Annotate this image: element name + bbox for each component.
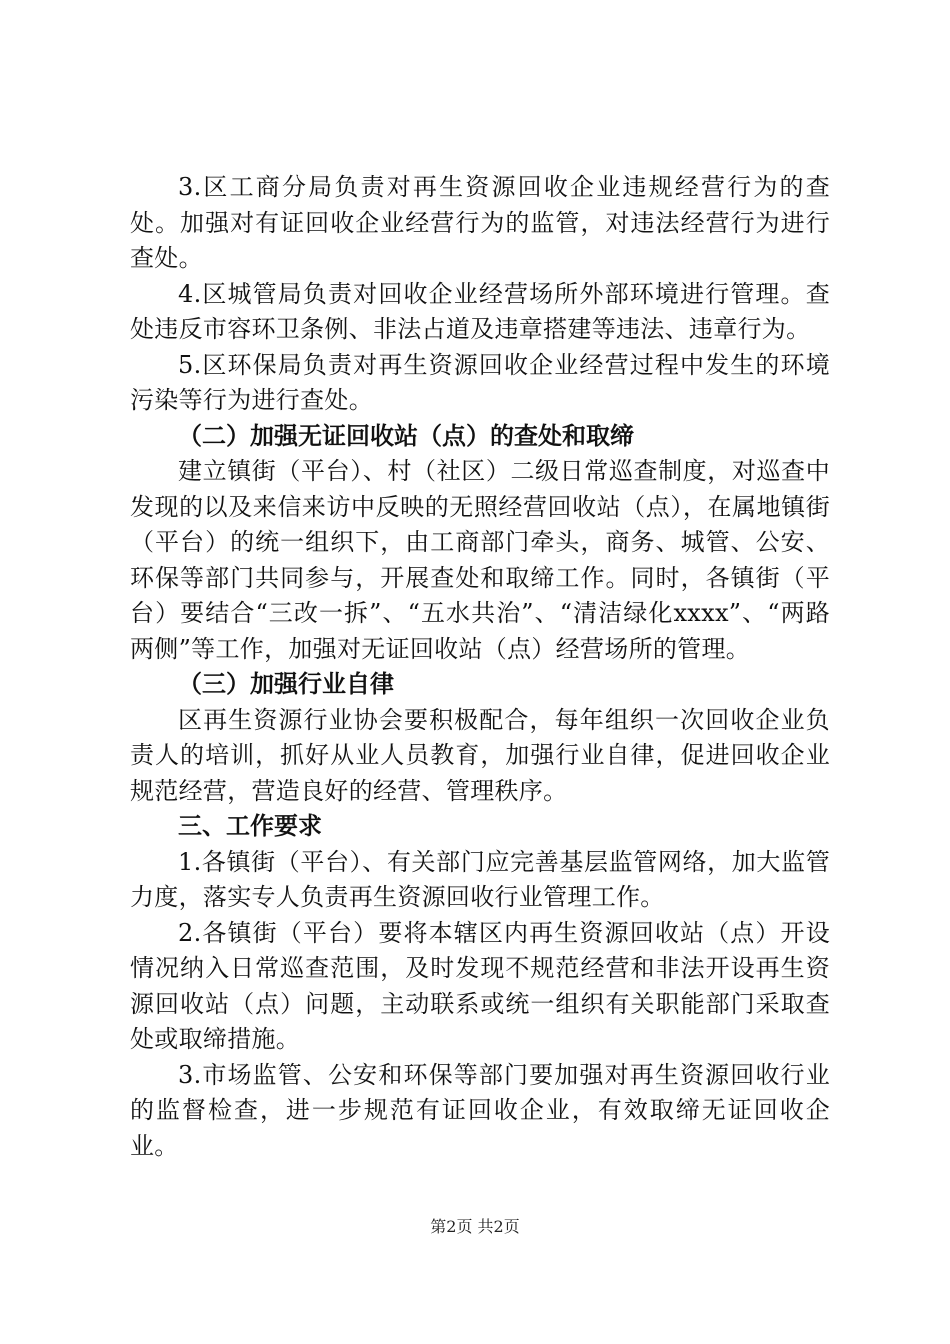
paragraph: 5.区环保局负责对再生资源回收企业经营过程中发生的环境污染等行为进行查处。 <box>130 350 830 414</box>
paragraph: 4.区城管局负责对回收企业经营场所外部环境进行管理。查处违反市容环卫条例、非法占道及违章搭建等违法、违章行为。 <box>130 279 830 343</box>
paragraph: 建立镇街（平台）、村（社区）二级日常巡查制度，对巡查中发现的以及来信来访中反映的无照经营回收站（点），在属地镇街（平台）的统一组织下，由工商部门牵头，商务、城管、公安、环保等部门共同参与，开展查处和取缔工作。同时，各镇街（平台）要结合“三改一拆”、“五水共治”、“清洁绿化xxxx”、“两路两侧”等工作，加强对无证回收站（点）经营场所的管理。 <box>130 457 830 663</box>
paragraph: 1.各镇街（平台）、有关部门应完善基层监管网络，加大监管力度，落实专人负责再生资源回收行业管理工作。 <box>130 847 830 911</box>
paragraph: 3.市场监管、公安和环保等部门要加强对再生资源回收行业的监督检查，进一步规范有证回收企业，有效取缔无证回收企业。 <box>130 1060 830 1160</box>
section-heading: 三、工作要求 <box>178 812 322 840</box>
document-body <box>130 170 830 1164</box>
paragraph: 3.区工商分局负责对再生资源回收企业违规经营行为的查处。加强对有证回收企业经营行为的监管，对违法经营行为进行查处。 <box>130 173 830 272</box>
section-heading: （三）加强行业自律 <box>178 670 394 698</box>
paragraph: 区再生资源行业协会要积极配合，每年组织一次回收企业负责人的培训，抓好从业人员教育，加强行业自律，促进回收企业规范经营，营造良好的经营、管理秩序。 <box>130 705 830 805</box>
page-footer: 第2页 共2页 <box>430 1217 520 1236</box>
paragraph: 2.各镇街（平台）要将本辖区内再生资源回收站（点）开设情况纳入日常巡查范围，及时发现不规范经营和非法开设再生资源回收站（点）问题，主动联系或统一组织有关职能部门采取查处或取缔措施。 <box>130 918 830 1053</box>
section-heading: （二）加强无证回收站（点）的查处和取缔 <box>178 421 634 450</box>
